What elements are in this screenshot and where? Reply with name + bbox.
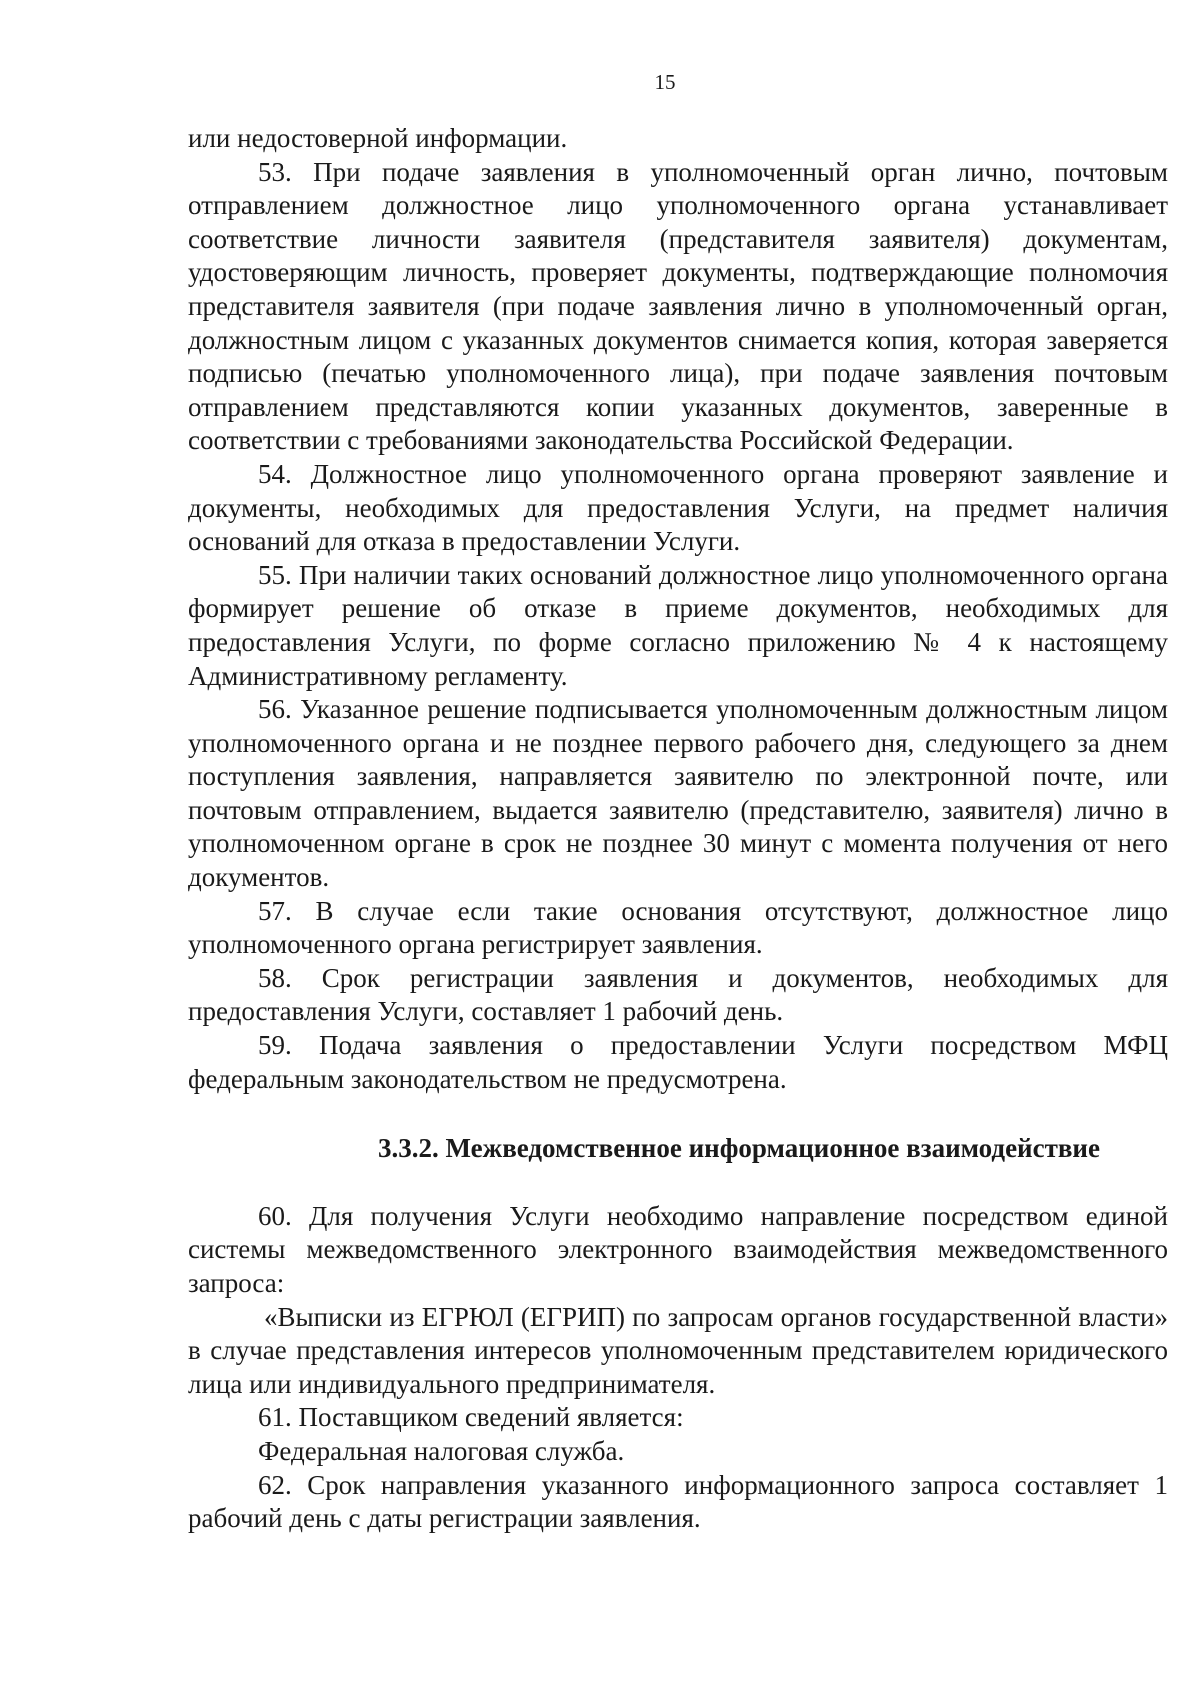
section-heading-3-3-2: 3.3.2. Межведомственное информационное взаимодействие [378, 1133, 1100, 1164]
paragraph-58: 58. Срок регистрации заявления и документов, необходимых для предоставления Услуги, составляет 1 рабочий день. [188, 962, 1168, 1027]
paragraph-61: 61. Поставщиком сведений является: [258, 1402, 684, 1433]
document-body [188, 122, 1168, 1536]
paragraph-60-quote: «Выписки из ЕГРЮЛ (ЕГРИП) по запросам органов государственной власти» в случае представления интересов уполномоченным представителем юридического лица или индивидуального предпринимателя. [188, 1301, 1168, 1399]
paragraph-53: 53. При подаче заявления в уполномоченный орган лично, почтовым отправлением должностное лицо уполномоченного органа устанавливает соответствие личности заявителя (представителя заявителя) документам, удостоверяющим личность, проверяет документы, подтверждающие полномочия представителя заявителя (при подаче заявления лично в уполномоченный орган, должностным лицом с указанных документов снимается копия, которая заверяется подписью (печатью уполномоченного лица), при подаче заявления почтовым отправлением представляются копии указанных документов, заверенные в соответствии с требованиями законодательства Российской Федерации. [188, 156, 1168, 456]
paragraph-59: 59. Подача заявления о предоставлении Услуги посредством МФЦ федеральным законодательством не предусмотрена. [188, 1030, 1168, 1094]
paragraph-57: 57. В случае если такие основания отсутствуют, должностное лицо уполномоченного органа регистрирует заявления. [188, 895, 1168, 960]
paragraph-62: 62. Срок направления указанного информационного запроса составляет 1 рабочий день с даты регистрации заявления. [188, 1469, 1168, 1534]
paragraph-54: 54. Должностное лицо уполномоченного органа проверяют заявление и документы, необходимых для предоставления Услуги, на предмет наличия оснований для отказа в предоставлении Услуги. [188, 458, 1168, 557]
paragraph-60: 60. Для получения Услуги необходимо направление посредством единой системы межведомственного электронного взаимодействия межведомственного запроса: [188, 1200, 1168, 1298]
paragraph-55: 55. При наличии таких оснований должностное лицо уполномоченного органа формирует решение об отказе в приеме документов, необходимых для предоставления Услуги, по форме согласно приложению № 4 к настоящему Административному регламенту. [188, 559, 1168, 691]
paragraph-56: 56. Указанное решение подписывается уполномоченным должностным лицом уполномоченного органа и не позднее первого рабочего дня, следующего за днем поступления заявления, направляется заявителю по электронной почте, или почтовым отправлением, выдается заявителю (представителю, заявителя) лично в уполномоченном органе в срок не позднее 30 минут с момента получения от него документов. [188, 694, 1168, 893]
paragraph-61-value: Федеральная налоговая служба. [258, 1435, 625, 1466]
paragraph-continuation: или недостоверной информации. [188, 123, 568, 153]
page-number: 15 [654, 70, 676, 94]
